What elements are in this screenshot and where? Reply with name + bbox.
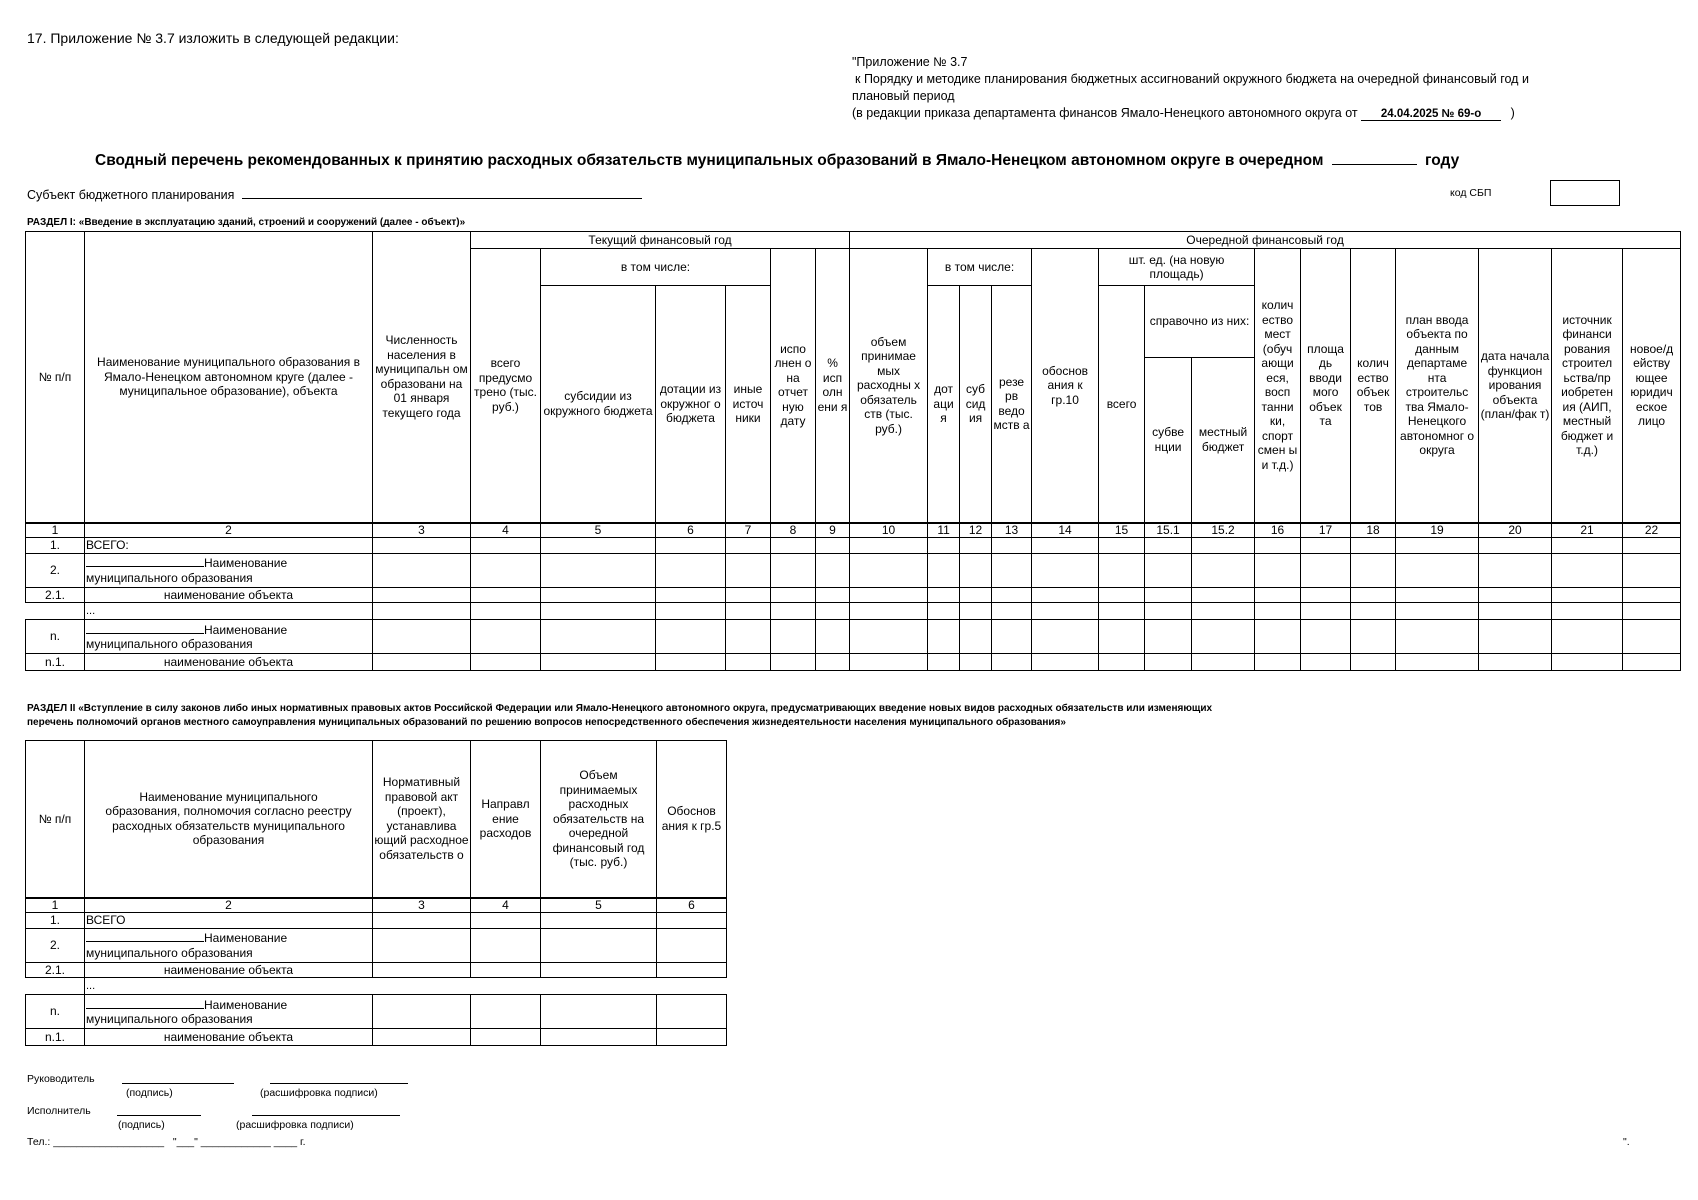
s1-h-justification: обоснов ания к гр.10 xyxy=(1032,249,1099,523)
s1-h-units: шт. ед. (на новую площадь) xyxy=(1099,249,1255,286)
s2-col-num: 1 xyxy=(26,898,85,913)
row-num: 2. xyxy=(26,553,85,587)
s1-col-num: 18 xyxy=(1351,523,1396,538)
s1-col-num: 9 xyxy=(816,523,850,538)
head-decode-caption: (расшифровка подписи) xyxy=(260,1087,378,1099)
s1-col-num: 22 xyxy=(1623,523,1681,538)
s1-h-source: источник финанси рования строител ьства/пр иобретен ия (АИП, местный бюджет и т.д.) xyxy=(1552,249,1623,523)
subject-row xyxy=(27,186,642,202)
row-num: n.1. xyxy=(26,654,85,671)
subject-label: Субъект бюджетного планирования xyxy=(27,188,235,202)
executor-label: Исполнитель xyxy=(27,1105,91,1117)
gap-dots: ... xyxy=(86,979,96,992)
table-row xyxy=(26,538,1681,554)
s1-h-local: местный бюджет xyxy=(1192,358,1255,523)
phone-line: Тел.: ___________________ "___" ____________ ____ г. xyxy=(27,1136,306,1148)
mo-label-b: муниципального образования xyxy=(86,945,253,960)
mo-blank[interactable] xyxy=(86,622,204,634)
code-label: код СБП xyxy=(1450,187,1492,199)
s1-col-num: 11 xyxy=(928,523,960,538)
gap-row xyxy=(26,603,1681,620)
section2-table xyxy=(25,740,727,1046)
s1-col-num: 16 xyxy=(1255,523,1301,538)
mo-label-a: Наименование xyxy=(204,622,288,637)
s1-col-num: 13 xyxy=(992,523,1032,538)
row-num: n.1. xyxy=(26,1029,85,1046)
section2-title-line1: РАЗДЕЛ II «Вступление в силу законов либо иных нормативных правовых актов Российской Федерации или Ямало-Ненецкого автономного округа, предусматривающих введение новых видов расходных обязательств или изменяющих xyxy=(27,703,1213,714)
annex-line-3: плановый период xyxy=(852,89,955,103)
s1-col-num: 14 xyxy=(1032,523,1099,538)
table-row xyxy=(26,587,1681,603)
s1-h-start-date: дата начала функцион ирования объекта (план/фак т) xyxy=(1479,249,1552,523)
annex-line-4-suffix: ) xyxy=(1510,106,1515,120)
s2-h-volume: Объем принимаемых расходных обязательств на очередной финансовый год (тыс. руб.) xyxy=(541,741,657,898)
s1-h-count: колич ество объек тов xyxy=(1351,249,1396,523)
table-row xyxy=(26,962,727,978)
s1-col-num: 7 xyxy=(726,523,771,538)
mo-label-b: муниципального образования xyxy=(86,637,253,651)
end-quote: ". xyxy=(1623,1136,1630,1148)
s1-col-num: 1 xyxy=(26,523,85,538)
row-num: 2.1. xyxy=(26,962,85,978)
year-blank[interactable] xyxy=(1332,164,1417,165)
subject-input[interactable] xyxy=(242,186,642,199)
s1-h-subsidies: субсидии из окружного бюджета xyxy=(541,286,656,523)
page-title-year-word: году xyxy=(1425,152,1460,169)
s1-col-num: 17 xyxy=(1301,523,1351,538)
section1-table xyxy=(25,231,1681,671)
s2-col-num: 4 xyxy=(471,898,541,913)
executor-sign-caption: (подпись) xyxy=(118,1119,165,1131)
s1-col-num: 21 xyxy=(1552,523,1623,538)
row-num: n. xyxy=(26,620,85,654)
s1-h-incl: в том числе: xyxy=(541,249,771,286)
page-title-text: Сводный перечень рекомендованных к принятию расходных обязательств муниципальных образований в Ямало-Ненецком автономном округе в очередном xyxy=(95,152,1324,169)
s1-h-grants: дотации из окружног о бюджета xyxy=(656,286,726,523)
s1-h-dotation: дот аци я xyxy=(928,286,960,523)
s1-h-new-person: новое/д ейству ющее юридич еское лицо xyxy=(1623,249,1681,523)
row-num: 2.1. xyxy=(26,587,85,603)
s1-col-num: 5 xyxy=(541,523,656,538)
s1-h-subvention: субве нции xyxy=(1145,358,1192,523)
s1-h-total: всего предусмо трено (тыс. руб.) xyxy=(471,249,541,523)
row-name: наименование объекта xyxy=(85,587,373,603)
table-row xyxy=(26,654,1681,671)
head-sign-caption: (подпись) xyxy=(126,1087,173,1099)
s1-h-ref: справочно из них: xyxy=(1145,286,1255,358)
row-num: 2. xyxy=(26,928,85,962)
s1-h-num: № п/п xyxy=(26,232,85,523)
s1-h-other: иные источ ники xyxy=(726,286,771,523)
annex-line-1: "Приложение № 3.7 xyxy=(852,55,968,69)
annex-line-2: к Порядку и методике планирования бюджетных ассигнований окружного бюджета на очередной финансовый год и xyxy=(855,72,1529,86)
row-name-mo xyxy=(85,553,373,587)
table-row xyxy=(26,620,1681,654)
row-name-mo xyxy=(85,928,373,962)
mo-label-b: муниципального образования xyxy=(86,570,253,585)
table-row xyxy=(26,995,727,1029)
head-label: Руководитель xyxy=(27,1073,95,1085)
annex-date: 24.04.2025 № 69-о xyxy=(1361,108,1501,121)
s1-h-name: Наименование муниципального образования в Ямало-Ненецком автономном круге (далее - муниципальное образование), объекта xyxy=(85,232,373,523)
mo-label-a: Наименование xyxy=(204,931,288,945)
item-number-line: 17. Приложение № 3.7 изложить в следующей редакции: xyxy=(27,30,399,46)
table-row xyxy=(26,913,727,929)
s1-h-units-total: всего xyxy=(1099,286,1145,523)
s1-h-places: колич ество мест (обуч ающи еся, восп танни ки, спорт смен ы и т.д.) xyxy=(1255,249,1301,523)
row-name: наименование объекта xyxy=(85,962,373,978)
mo-label-a: Наименование xyxy=(204,997,288,1012)
gap-dots: ... xyxy=(86,604,96,617)
s1-col-num: 15.1 xyxy=(1145,523,1192,538)
s1-h-volume: объем принимае мых расходны х обязатель ств (тыс. руб.) xyxy=(850,249,928,523)
s2-col-num: 2 xyxy=(85,898,373,913)
s1-col-num: 8 xyxy=(771,523,816,538)
s1-h-reserve: резе рв ведо мств а xyxy=(992,286,1032,523)
row-num: n. xyxy=(26,995,85,1029)
s1-h-next-year: Очередной финансовый год xyxy=(850,232,1681,249)
annex-line-4-prefix: (в редакции приказа департамента финансов Ямало-Ненецкого автономного округа от xyxy=(852,106,1358,120)
section1-title: РАЗДЕЛ I: «Введение в эксплуатацию зданий, строений и сооружений (далее - объект)» xyxy=(27,217,466,228)
head-decode-line[interactable] xyxy=(270,1083,408,1084)
s1-col-numbers-row xyxy=(26,523,1681,538)
code-box[interactable] xyxy=(1550,180,1620,206)
executor-sign-line[interactable] xyxy=(117,1115,201,1116)
s1-col-num: 4 xyxy=(471,523,541,538)
s1-col-num: 15.2 xyxy=(1192,523,1255,538)
s2-h-direction: Направл ение расходов xyxy=(471,741,541,898)
row-name-mo xyxy=(85,620,373,654)
s1-col-num: 15 xyxy=(1099,523,1145,538)
executor-decode-line[interactable] xyxy=(252,1115,400,1116)
s1-col-num: 6 xyxy=(656,523,726,538)
s1-h-percent: % исп олн ени я xyxy=(816,249,850,523)
s2-col-numbers-row xyxy=(26,898,727,913)
s1-h-population: Численность населения в муниципальн ом образовани на 01 января текущего года xyxy=(373,232,471,523)
s1-h-executed: испо лнен о на отчет ную дату xyxy=(771,249,816,523)
s1-col-num: 19 xyxy=(1396,523,1479,538)
s1-col-num: 10 xyxy=(850,523,928,538)
row-name-mo xyxy=(85,995,373,1029)
table-row xyxy=(26,553,1681,587)
table-row xyxy=(26,928,727,962)
annex-line-4 xyxy=(852,106,1515,121)
s2-col-num: 5 xyxy=(541,898,657,913)
gap-row xyxy=(26,978,727,995)
head-sign-line[interactable] xyxy=(122,1083,234,1084)
section2-title-line2: перечень полномочий органов местного самоуправления муниципальных образований по решению вопросов непосредственного обеспечения жизнедеятельности населения муниципального образования» xyxy=(27,717,1066,728)
mo-blank[interactable] xyxy=(86,930,204,942)
row-num: 1. xyxy=(26,538,85,554)
row-name: наименование объекта xyxy=(85,1029,373,1046)
s2-col-num: 3 xyxy=(373,898,471,913)
executor-decode-caption: (расшифровка подписи) xyxy=(236,1119,354,1131)
mo-blank[interactable] xyxy=(86,555,204,567)
s1-col-num: 12 xyxy=(960,523,992,538)
s1-col-num: 2 xyxy=(85,523,373,538)
s1-col-num: 20 xyxy=(1479,523,1552,538)
mo-label-b: муниципального образования xyxy=(86,1012,253,1026)
s1-h-current-year: Текущий финансовый год xyxy=(471,232,850,249)
s1-h-plan: план ввода объекта по данным департаме нта строительс тва Ямало-Ненецкого автономног о округа xyxy=(1396,249,1479,523)
table-row xyxy=(26,1029,727,1046)
row-name: наименование объекта xyxy=(85,654,373,671)
row-num: 1. xyxy=(26,913,85,929)
mo-label-a: Наименование xyxy=(204,556,288,570)
s2-col-num: 6 xyxy=(657,898,727,913)
row-name: ВСЕГО: xyxy=(85,538,373,554)
s1-h-area: площа дь вводи мого объек та xyxy=(1301,249,1351,523)
s2-h-num: № п/п xyxy=(26,741,85,898)
s1-h-subsidy: суб сид ия xyxy=(960,286,992,523)
s2-h-name: Наименование муниципального образования, полномочия согласно реестру расходных обязательств муниципального образования xyxy=(85,741,373,898)
mo-blank[interactable] xyxy=(86,997,204,1009)
s2-h-justification: Обоснов ания к гр.5 xyxy=(657,741,727,898)
page-title xyxy=(95,152,1459,170)
s1-h-incl2: в том числе: xyxy=(928,249,1032,286)
s1-col-num: 3 xyxy=(373,523,471,538)
row-name: ВСЕГО xyxy=(85,913,373,929)
s2-h-act: Нормативный правовой акт (проект), устанавлива ющий расходное обязательств о xyxy=(373,741,471,898)
